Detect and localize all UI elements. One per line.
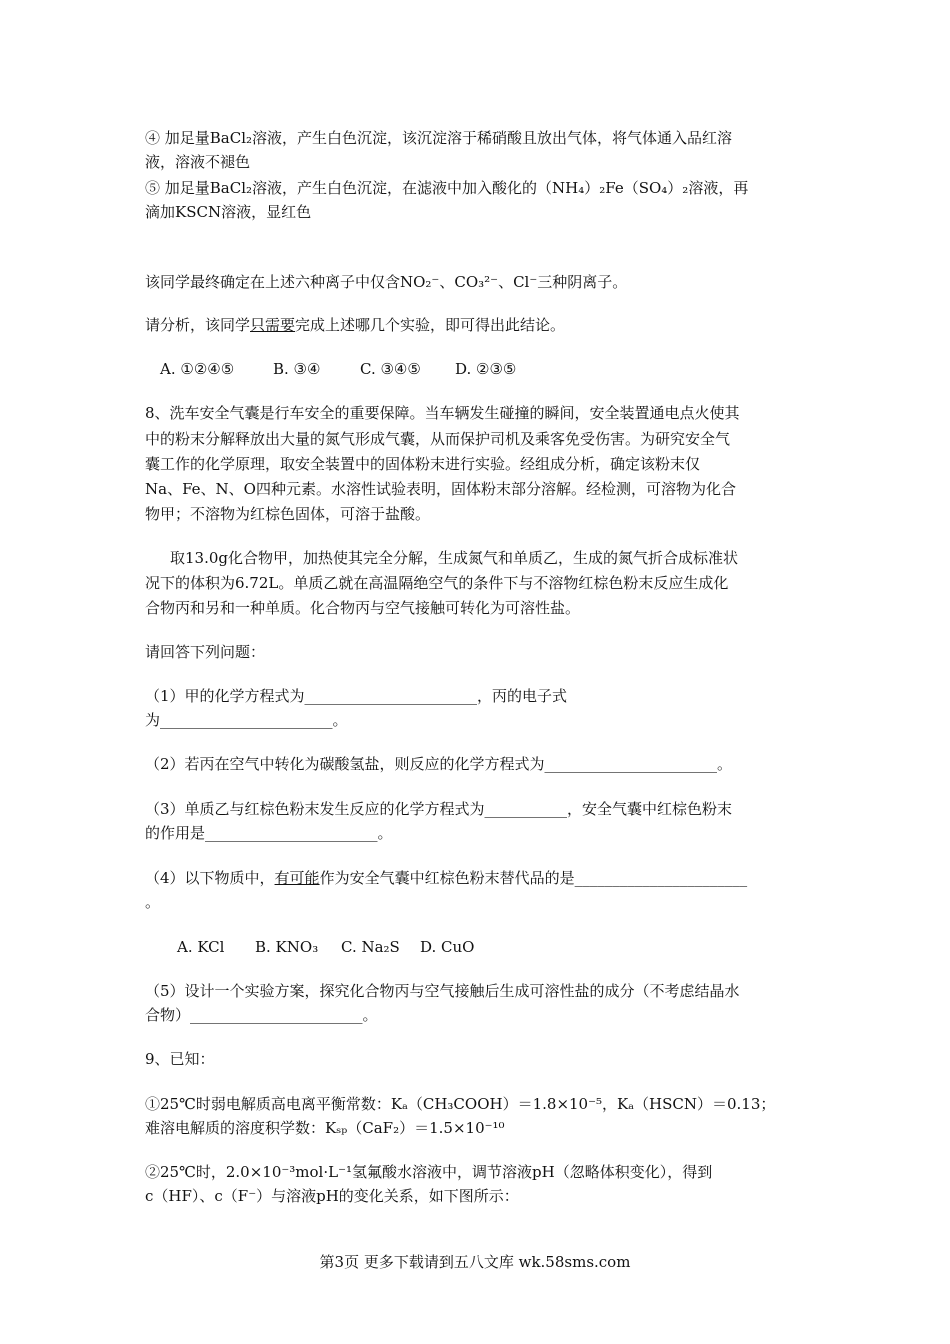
q8-sub4-options: [177, 937, 474, 957]
q8-sub4-pre: （4）以下物质中，: [145, 869, 275, 887]
q8-sub3-line1: （3）单质乙与红棕色粉末发生反应的化学方程式为___________，安全气囊中红棕色粉末: [145, 800, 733, 818]
q8-intro-line5: 物甲；不溶物为红棕色固体，可溶于盐酸。: [145, 505, 431, 523]
q7-question-emphasis: 只需要: [250, 316, 296, 334]
q8-sub4-line2: 。: [145, 893, 161, 911]
q8-intro-line3: 囊工作的化学原理，取安全装置中的固体粉末进行实验。经组成分析，确定该粉末仅: [145, 455, 701, 473]
q7-option-c: C. ③④⑤: [360, 360, 421, 378]
q7-step5-line1: ⑤ 加足量BaCl₂溶液，产生白色沉淀，在滤液中加入酸化的（NH₄）₂Fe（SO₄）₂溶液，再: [145, 179, 749, 197]
q7-step4-line1: ④ 加足量BaCl₂溶液，产生白色沉淀，该沉淀溶于稀硝酸且放出气体，将气体通入品红溶: [145, 129, 733, 147]
q7-step4-line2: 液，溶液不褪色: [145, 153, 251, 171]
q8-para2-line2: 况下的体积为6.72L。单质乙就在高温隔绝空气的条件下与不溶物红棕色粉末反应生成化: [145, 574, 729, 592]
q8-sub1-line2: 为_______________________。: [145, 711, 348, 729]
q9-condition1-line1: ①25℃时弱电解质高电离平衡常数：Kₐ（CH₃COOH）＝1.8×10⁻⁵，Kₐ（HSCN）＝0.13；: [145, 1095, 776, 1113]
q8-option-c: C. Na₂S: [341, 938, 400, 956]
q8-sub3-line2: 的作用是_______________________。: [145, 824, 393, 842]
q9-condition2-line2: c（HF）、c（F⁻）与溶液pH的变化关系，如下图所示：: [145, 1187, 519, 1205]
page-footer: 第3页 更多下载请到五八文库 wk.58sms.com: [319, 1253, 631, 1271]
q9-condition2-line1: ②25℃时，2.0×10⁻³mol·L⁻¹氢氟酸水溶液中，调节溶液pH（忽略体积变化），得到: [145, 1163, 713, 1181]
q7-option-b: B. ③④: [273, 360, 321, 378]
q8-intro-line4: Na、Fe、N、O四种元素。水溶性试验表明，固体粉末部分溶解。经检测，可溶物为化合: [145, 480, 736, 498]
q8-option-d: D. CuO: [420, 938, 475, 956]
q7-question-post: 完成上述哪几个实验，即可得出此结论。: [295, 316, 566, 334]
q8-intro-line2: 中的粉末分解释放出大量的氮气形成气囊，从而保护司机及乘客免受伤害。为研究安全气: [145, 430, 731, 448]
q7-step5-line2: 滴加KSCN溶液，显红色: [145, 203, 312, 221]
q8-prompt: 请回答下列问题：: [145, 643, 266, 661]
q8-sub5-line2: 合物）_______________________。: [145, 1006, 378, 1024]
q8-option-a: A. KCl: [177, 938, 225, 956]
q8-sub4-emphasis: 有可能: [274, 869, 320, 887]
q8-sub2: （2）若丙在空气中转化为碳酸氢盐，则反应的化学方程式为_______________________。: [145, 755, 733, 773]
q7-question: [145, 315, 565, 335]
q7-question-pre: 请分析，该同学: [145, 316, 251, 334]
q9-title: 9、已知：: [145, 1050, 215, 1068]
q8-sub1-line1: （1）甲的化学方程式为_______________________，丙的电子式: [145, 687, 568, 705]
q8-sub5-line1: （5）设计一个实验方案，探究化合物丙与空气接触后生成可溶性盐的成分（不考虑结晶水: [145, 982, 740, 1000]
q8-intro-line1: 8、洗车安全气囊是行车安全的重要保障。当车辆发生碰撞的瞬间，安全装置通电点火使其: [145, 404, 740, 422]
q7-options: [160, 359, 516, 379]
q9-condition1-line2: 难溶电解质的溶度积学数：Kₛₚ（CaF₂）＝1.5×10⁻¹⁰: [145, 1119, 505, 1137]
q7-option-a: A. ①②④⑤: [160, 360, 235, 378]
q8-sub4-line1: [145, 868, 747, 888]
q8-para2-line3: 合物丙和另和一种单质。化合物丙与空气接触可转化为可溶性盐。: [145, 599, 581, 617]
q7-conclusion: 该同学最终确定在上述六种离子中仅含NO₂⁻、CO₃²⁻、Cl⁻三种阴离子。: [145, 273, 628, 291]
q8-para2-line1: 取13.0g化合物甲，加热使其完全分解，生成氮气和单质乙，生成的氮气折合成标准状: [170, 549, 739, 567]
q8-option-b: B. KNO₃: [255, 938, 319, 956]
q7-option-d: D. ②③⑤: [455, 360, 517, 378]
q8-sub4-post: 作为安全气囊中红棕色粉末替代品的是_______________________: [319, 869, 748, 887]
